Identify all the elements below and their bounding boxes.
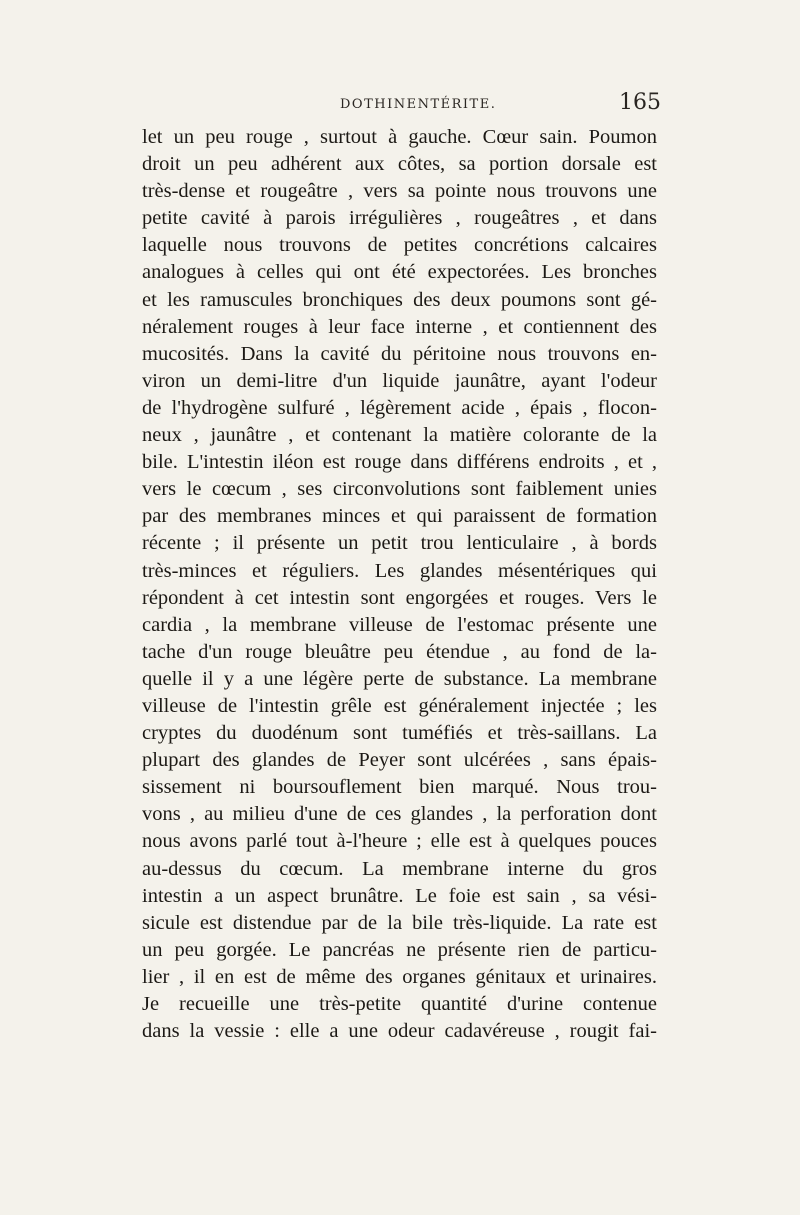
text-line: viron un demi-litre d'un liquide jaunâtre, ayant l'odeur <box>142 369 657 392</box>
text-line: Je recueille une très-petite quantité d'urine contenue <box>142 993 657 1015</box>
text-line: très-minces et réguliers. Les glandes mésentériques qui <box>142 559 657 582</box>
text-line: par des membranes minces et qui paraissent de formation <box>142 505 657 528</box>
text-line: vers le cœcum , ses circonvolutions sont faiblement unies <box>142 478 657 501</box>
text-line: plupart des glandes de Peyer sont ulcérées , sans épais- <box>142 749 657 772</box>
text-line: nous avons parlé tout à-l'heure ; elle est à quelques pouces <box>142 830 657 853</box>
text-line: de l'hydrogène sulfuré , légèrement acide , épais , flocon- <box>142 396 657 419</box>
text-line: quelle il y a une légère perte de substance. La membrane <box>142 667 657 690</box>
text-line: villeuse de l'intestin grêle est généralement injectée ; les <box>142 694 657 717</box>
text-line: au-dessus du cœcum. La membrane interne du gros <box>142 857 657 880</box>
text-line: néralement rouges à leur face interne , et contiennent des <box>142 315 657 338</box>
text-line: droit un peu adhérent aux côtes, sa portion dorsale est <box>142 153 657 176</box>
text-line: sissement ni boursouflement bien marqué. Nous trou- <box>142 776 657 799</box>
text-line: répondent à cet intestin sont engorgées et rouges. Vers le <box>142 586 657 609</box>
text-line: tache d'un rouge bleuâtre peu étendue , au fond de la- <box>142 640 657 663</box>
page-number: 165 <box>619 90 661 115</box>
text-line: vons , au milieu d'une de ces glandes , la perforation dont <box>142 803 657 826</box>
text-line: cryptes du duodénum sont tuméfiés et très-saillans. La <box>142 722 657 745</box>
text-line: très-dense et rougeâtre , vers sa pointe nous trouvons une <box>142 180 657 203</box>
text-line: sicule est distendue par de la bile très-liquide. La rate est <box>142 911 657 934</box>
text-line: petite cavité à parois irrégulières , rougeâtres , et dans <box>142 207 657 230</box>
text-line: et les ramuscules bronchiques des deux poumons sont gé- <box>142 288 657 311</box>
text-line: récente ; il présente un petit trou lenticulaire , à bords <box>142 532 657 555</box>
text-line: lier , il en est de même des organes génitaux et urinaires. <box>142 965 657 988</box>
text-line: let un peu rouge , surtout à gauche. Cœur sain. Poumon <box>142 126 657 148</box>
text-line: bile. L'intestin iléon est rouge dans différens endroits , et , <box>142 451 657 474</box>
text-line: cardia , la membrane villeuse de l'estomac présente une <box>142 613 657 636</box>
body-text <box>142 124 657 1045</box>
text-line: analogues à celles qui ont été expectorées. Les bronches <box>142 261 657 284</box>
text-line: intestin a un aspect brunâtre. Le foie est sain , sa vési- <box>142 884 657 907</box>
text-line: neux , jaunâtre , et contenant la matière colorante de la <box>142 424 657 447</box>
text-line: un peu gorgée. Le pancréas ne présente rien de particu- <box>142 938 657 961</box>
running-title: DOTHINENTÉRITE. <box>340 97 497 112</box>
text-line: dans la vessie : elle a une odeur cadavéreuse , rougit fai- <box>142 1020 657 1043</box>
text-line: mucosités. Dans la cavité du péritoine nous trouvons en- <box>142 342 657 365</box>
text-line: laquelle nous trouvons de petites concrétions calcaires <box>142 234 657 257</box>
